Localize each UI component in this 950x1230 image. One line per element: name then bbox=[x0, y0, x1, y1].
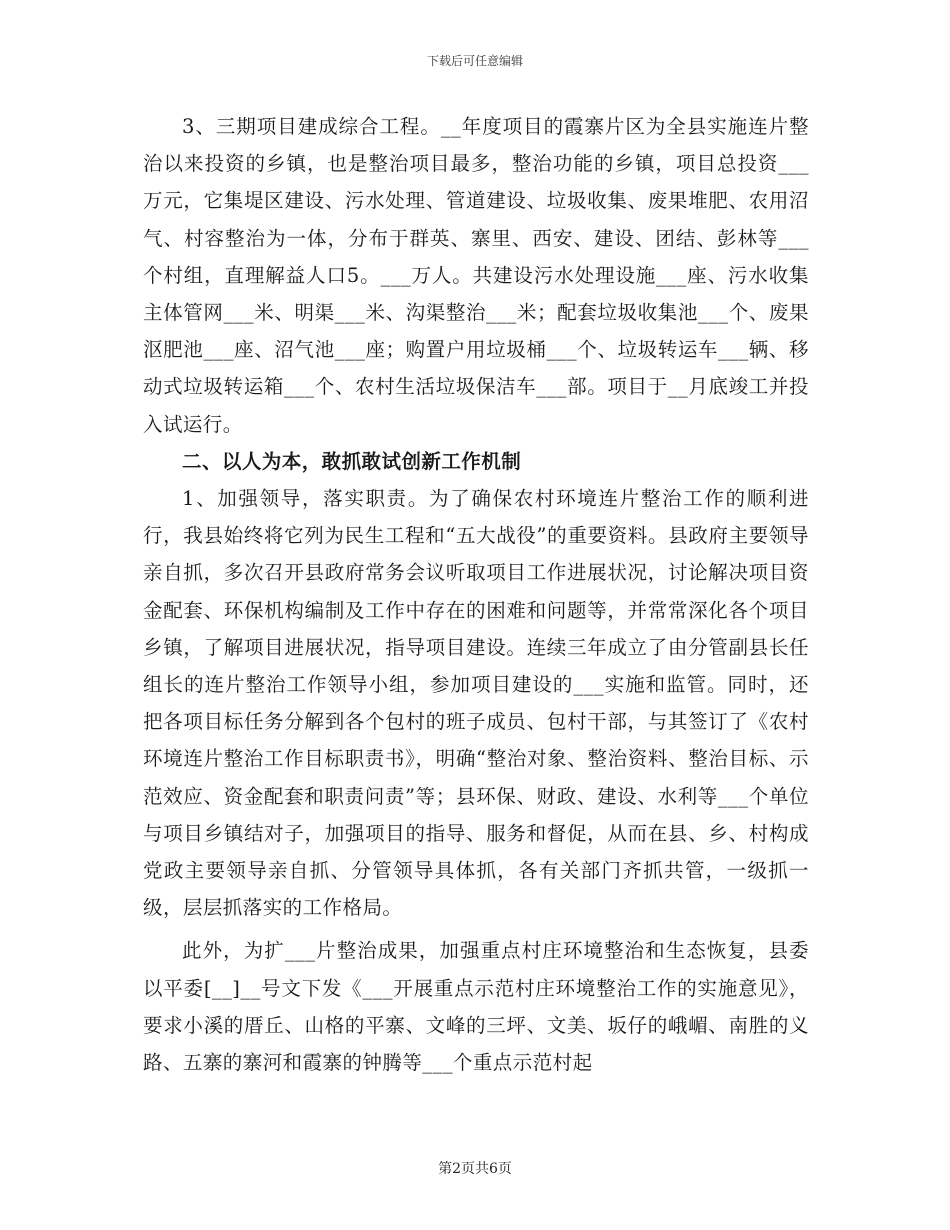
section-heading: 二、以人为本，敢抓敢试创新工作机制 bbox=[182, 449, 522, 473]
page-number: 第2页共6页 bbox=[438, 1161, 512, 1177]
page-header: 下载后可任意编辑 bbox=[426, 54, 523, 68]
paragraph-phase-three-project: 3、三期项目建成综合工程。__年度项目的霞寨片区为全县实施连片整治以来投资的乡镇，也是整治项目最多，整治功能的乡镇，项目总投资___万元，它集堤区建设、污水处理、管道建设、垃圾收集、废果堆肥、农用沼气、村容整治为一体，分布于群英、寨里、西安、建设、团结、彭林等___个村组，直理解益人口5。___万人。共建设污水处理设施___座、污水收集主体管网___米、明渠___米、沟渠整治___米；配套垃圾收集池___个、废果沤肥池___座、沼气池___座；购置户用垃圾桶___个、垃圾转运车___辆、移动式垃圾转运箱___个、农村生活垃圾保洁车___部。项目于__月底竣工并投入试运行。 bbox=[143, 115, 809, 436]
paragraph-leadership: 1、加强领导，落实职责。为了确保农村环境连片整治工作的顺利进行，我县始终将它列为民生工程和“五大战役”的重要资料。县政府主要领导亲自抓，多次召开县政府常务会议听取项目工作进展状况，讨论解决项目资金配套、环保机构编制及工作中存在的困难和问题等，并常常深化各个项目乡镇，了解项目进展状况，指导项目建设。连续三年成立了由分管副县长任组长的连片整治工作领导小组，参加项目建设的___实施和监管。同时，还把各项目标任务分解到各个包村的班子成员、包村干部，与其签订了《农村环境连片整治工作目标职责书》，明确“整治对象、整治资料、整治目标、示范效应、资金配套和职责问责”等；县环保、财政、建设、水利等___个单位与项目乡镇结对子，加强项目的指导、服务和督促，从而在县、乡、村构成党政主要领导亲自抓、分管领导具体抓，各有关部门齐抓共管，一级抓一级，层层抓落实的工作格局。 bbox=[143, 487, 809, 920]
paragraph-additional-measures: 此外，为扩___片整治成果，加强重点村庄环境整治和生态恢复，县委以平委[__]__号文下发《___开展重点示范村庄环境整治工作的实施意见》，要求小溪的厝丘、山格的平寨、文峰的三坪、文美、坂仔的峨嵋、南胜的义路、五寨的寨河和霞寨的钟腾等___个重点示范村起 bbox=[143, 939, 809, 1075]
document-body bbox=[143, 108, 809, 1081]
